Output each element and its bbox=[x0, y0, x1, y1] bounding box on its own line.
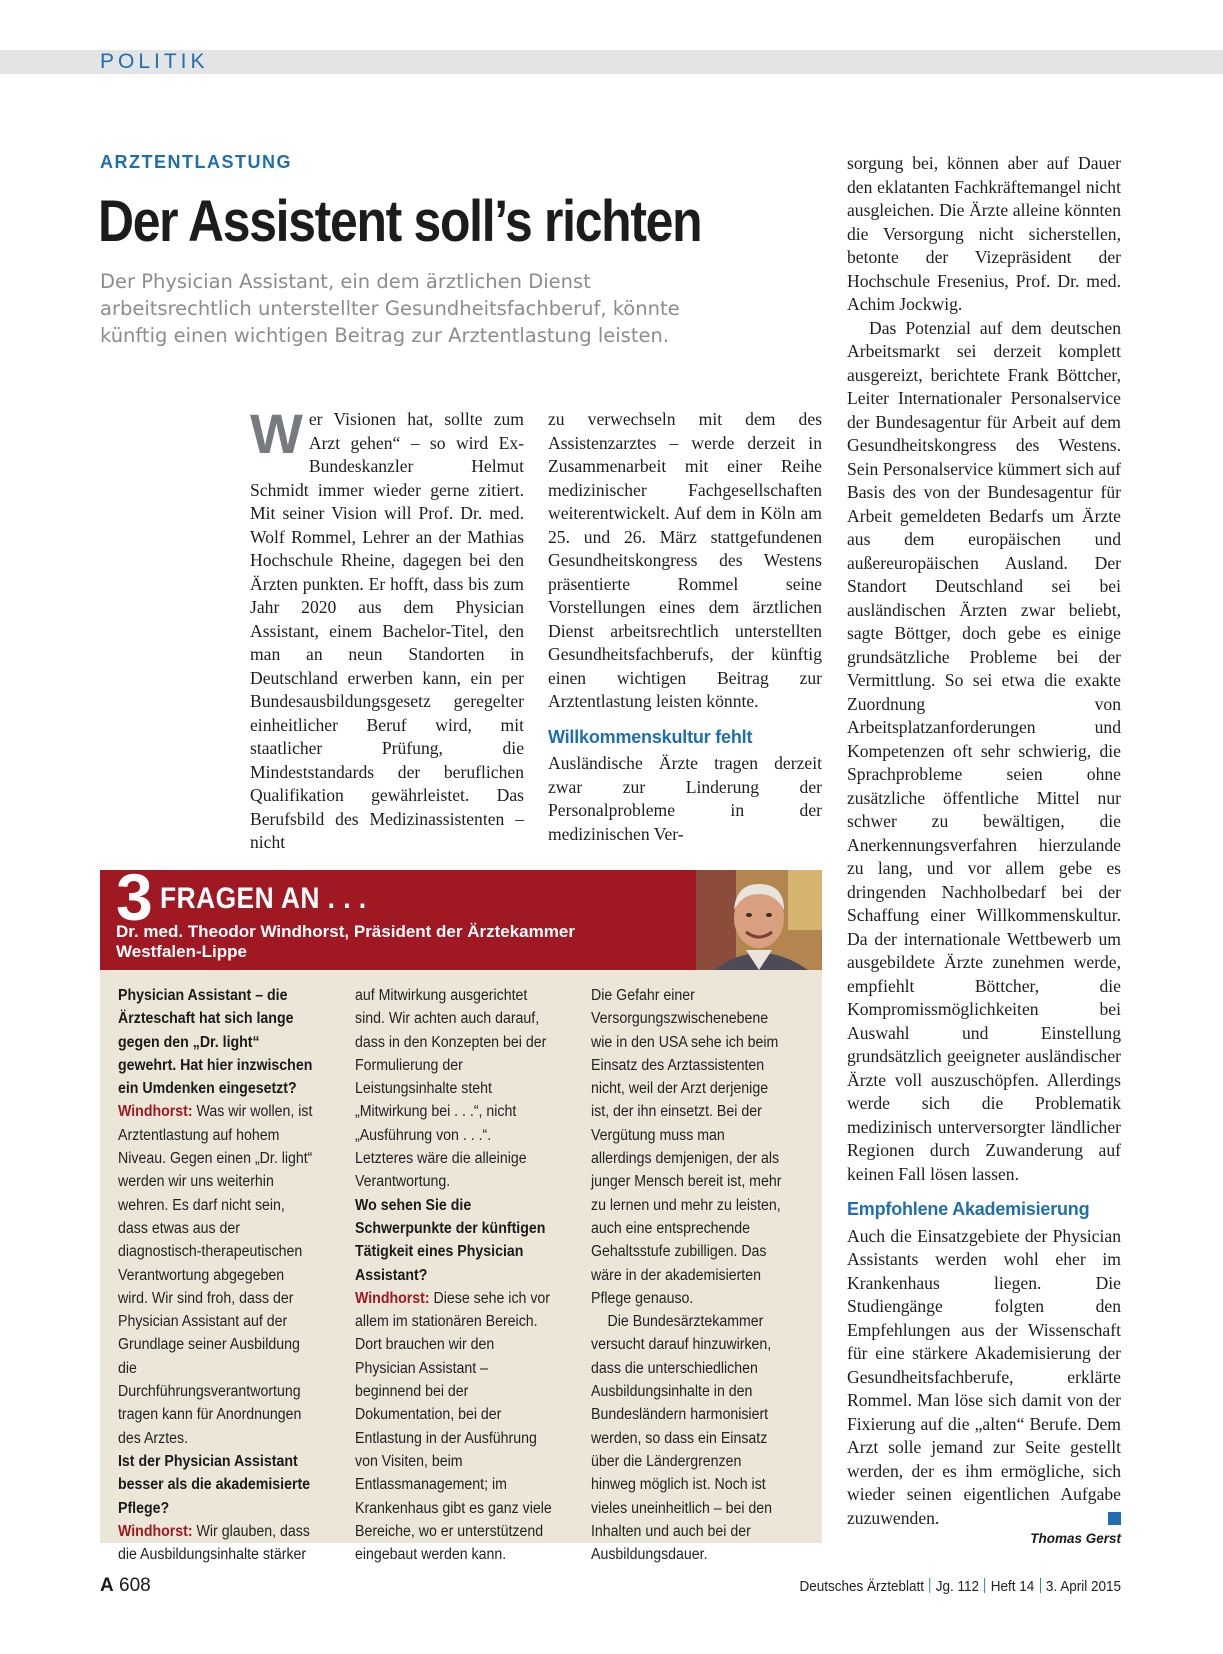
interview-answer bbox=[118, 1520, 316, 1567]
interview-box-body bbox=[100, 970, 822, 1564]
body-paragraph: er Visionen hat, sollte zum Arzt gehen“ – so wird Ex-Bundeskanzler Helmut Schmidt immer wieder gerne zitiert. Mit seiner Vision will Prof. Dr. med. Wolf Rommel, Lehrer an der Mathias Hochschule Rheine, dagegen bei den Ärzten punkten. Er hofft, dass bis zum Jahr 2020 aus dem Physician Assistant, einem Bachelor-Titel, den man an neun Standorten in Deutschland erwerben kann, ein per Bundesausbildungsgesetz geregelter einheitlicher Beruf wird, mit staatlicher Prüfung, die Mindeststandards der beruflichen Qualifikation gewährleistet. Das Berufsbild des Medizinassistenten – nicht bbox=[250, 409, 524, 852]
page-prefix: A bbox=[100, 1575, 114, 1596]
article-headline: Der Assistent soll’s richten bbox=[98, 189, 702, 254]
interview-question: Physician Assistant – die Ärzteschaft hat sich lange gegen den „Dr. light“ gewehrt. Hat hier inzwischen ein Umdenken eingesetzt? bbox=[118, 987, 313, 1098]
speaker-label: Windhorst: bbox=[118, 1103, 193, 1121]
answer-text: Wir glauben, dass die Ausbildungsinhalte stärker bbox=[118, 1522, 310, 1564]
answer-text: Diese sehe ich vor allem im stationären Bereich. Dort brauchen wir den Physician Assistant – beginnend bei der Dokumentation, bei der Entlastung in der Ausführung von Visiten, beim Entlassmanagement; im Krankenhaus gibt es ganz viele Bereiche, wo er unterstützend eingebaut werden kann. bbox=[355, 1289, 552, 1564]
section-label: POLITIK bbox=[100, 50, 209, 73]
interview-question: Wo sehen Sie die Schwerpunkte der künftigen Tätigkeit eines Physician Assistant? bbox=[355, 1196, 546, 1284]
page-number bbox=[100, 1575, 151, 1597]
lede-line: künftig einen wichtigen Beitrag zur Arztentlastung leisten. bbox=[100, 324, 670, 347]
body-paragraph: sorgung bei, können aber auf Dauer den eklatanten Fachkräftemangel nicht ausgleichen. Die Ärzte alleine könnten die Versorgung nicht sicherstellen, betonte der Vizepräsident der Hochschule Fresenius, Prof. Dr. med. Achim Jockwig. bbox=[847, 153, 1121, 314]
lede-line: arbeitsrechtlich unterstellter Gesundheitsfachberuf, könnte bbox=[100, 297, 680, 320]
interview-answer: Die Bundesärztekammer versucht darauf hinzuwirken, dass die unterschiedlichen Ausbildungsinhalte in den Bundesländern harmonisiert werden, so dass ein Einsatz über die Ländergrenzen hinweg möglich ist. Noch ist vieles uneinheitlich – bei den Inhalten und auch bei der Ausbildungsdauer. bbox=[591, 1313, 773, 1564]
interview-answer bbox=[355, 1287, 553, 1567]
interview-column-1 bbox=[118, 984, 316, 1566]
speaker-label: Windhorst: bbox=[355, 1289, 430, 1307]
interview-column-3 bbox=[591, 984, 789, 1566]
subheading: Empfohlene Akademisierung bbox=[847, 1199, 1090, 1219]
interview-answer: auf Mitwirkung ausgerichtet sind. Wir achten auch darauf, dass in den Konzepten bei der Formulierung der Leistungsinhalte steht „Mitwirkung bei . . .“, nicht „Ausführung von . . .“. Letzteres wäre die alleinige Verantwortung. bbox=[355, 987, 547, 1191]
portrait-illustration bbox=[696, 870, 822, 970]
end-mark-icon bbox=[1108, 1512, 1121, 1525]
interview-number: 3 bbox=[116, 860, 153, 934]
journal-info bbox=[742, 1578, 1121, 1595]
subheading: Willkommenskultur fehlt bbox=[548, 726, 753, 747]
divider bbox=[984, 1578, 985, 1593]
author-byline: Thomas Gerst bbox=[1030, 1531, 1121, 1546]
journal-name: Deutsches Ärzteblatt bbox=[799, 1578, 925, 1595]
body-paragraph bbox=[847, 1225, 1121, 1531]
interview-answer bbox=[118, 1100, 316, 1449]
page-number-value: 608 bbox=[119, 1575, 151, 1596]
journal-volume: Jg. 112 bbox=[935, 1578, 979, 1595]
lede-line: Der Physician Assistant, ein dem ärztlichen Dienst bbox=[100, 270, 591, 293]
article-column-3 bbox=[847, 152, 1121, 1530]
interview-subtitle: Dr. med. Theodor Windhorst, Präsident der Ärztekammer Westfalen-Lippe bbox=[116, 922, 575, 961]
journal-issue: Heft 14 bbox=[990, 1578, 1035, 1595]
interview-answer: Die Gefahr einer Versorgungszwischenebene wie in den USA sehe ich beim Einsatz des Arztassistenten nicht, weil der Arzt derjenige ist, der ihn einsetzt. Bei der Vergütung muss man allerdings demjenigen, der als junger Mensch bereit ist, mehr zu lernen und mehr zu leisten, auch eine entsprechende Gehaltsstufe zubilligen. Das wäre in der akademisierten Pflege genauso. bbox=[591, 987, 782, 1307]
journal-date: 3. April 2015 bbox=[1045, 1578, 1121, 1595]
body-paragraph: Das Potenzial auf dem deutschen Arbeitsmarkt sei derzeit komplett ausgereizt, berichtete Frank Böttcher, Leiter Internationaler Personalservice der Bundesagentur für Arbeit auf dem Gesundheitskongress des Westens. Sein Personalservice kümmert sich auf Basis des von der Bundesagentur für Arbeit gemeldeten Bedarfs um Ärzte aus dem europäischen und außereuropäischen Ausland. Der Standort Deutschland sei bei ausländischen Ärzten zwar beliebt, sagte Böttger, doch gebe es einige grundsätzliche Probleme bei der Vermittlung. So sei etwa die exakte Zuordnung von Arbeitsplatzanforderungen und Kompetenzen oft sehr schwierig, die Sprachprobleme seien ohne zusätzliche öffentliche Mittel nur schwer zu bewältigen, die Anerkennungsverfahren hierzulande zu lang, und vor allem gebe es dringenden Nachholbedarf bei der Schaffung einer Willkommenskultur. Da der internationale Wettbewerb um ausgebildete Ärzte zunehmen werde, empfiehlt Böttcher, die Kompromissmöglichkeiten bei Auswahl und Einstellung grundsätzlich geeigneter ausländischer Ärzte voll auszuschöpfen. Allerdings werde sich die Problematik medizinisch unterversorgter ländlicher Regionen durch Zuwanderung auf keinen Fall lösen lassen. bbox=[847, 317, 1121, 1184]
answer-text: Was wir wollen, ist Arztentlastung auf hohem Niveau. Gegen einen „Dr. light“ werden wir uns weiterhin wehren. Es darf nicht sein, dass etwas aus der diagnostisch-therapeutischen Verantwortung abgegeben wird. Wir sind froh, dass der Physician Assistant auf der Grundlage seiner Ausbildung die Durchführungsverantwortung tragen kann für Anordnungen des Arztes. bbox=[118, 1103, 313, 1447]
article-kicker: ARZTENTLASTUNG bbox=[100, 152, 292, 172]
divider bbox=[929, 1578, 930, 1593]
speaker-label: Windhorst: bbox=[118, 1522, 193, 1540]
interview-title: FRAGEN AN . . . bbox=[160, 882, 367, 915]
article-lede bbox=[100, 268, 740, 349]
interview-column-2 bbox=[355, 984, 553, 1566]
body-text: Auch die Einsatzgebiete der Physician Assistants werden wohl eher im Krankenhaus liegen. Die Studiengänge folgten den Empfehlungen aus der Wissenschaft für eine stärkere Akademisierung der Gesundheitsfachberufe, erklärte Rommel. Man löse sich damit von der Fixierung auf die „alten“ Berufe. Dem Arzt solle jemand zur Seite gestellt werden, der es ihm ermögliche, sich wieder seinen eigentlichen Aufgabe zuzuwenden. bbox=[847, 1225, 1121, 1528]
divider bbox=[1040, 1578, 1041, 1593]
article-column-2 bbox=[548, 408, 822, 846]
body-paragraph: Ausländische Ärzte tragen derzeit zwar zur Linderung der Personalprobleme in der medizinischen Ver- bbox=[548, 753, 822, 844]
interview-box-header bbox=[100, 860, 822, 970]
interview-question: Ist der Physician Assistant besser als die akademisierte Pflege? bbox=[118, 1452, 311, 1517]
body-paragraph: zu verwechseln mit dem des Assistenzarztes – werde derzeit in Zusammenarbeit mit einer Reihe medizinischer Fachgesellschaften weiterentwickelt. Auf dem in Köln am 25. und 26. März stattgefundenen Gesundheitskongress des Westens präsentierte Rommel seine Vorstellungen eines dem ärztlichen Dienst arbeitsrechtlich unterstellten Gesundheitsfachberufs, der künftig einen wichtigen Beitrag zur Arztentlastung leisten könnte. bbox=[548, 409, 822, 711]
portrait-photo bbox=[696, 870, 822, 970]
article-column-1 bbox=[250, 402, 524, 855]
drop-cap: W bbox=[250, 402, 303, 465]
